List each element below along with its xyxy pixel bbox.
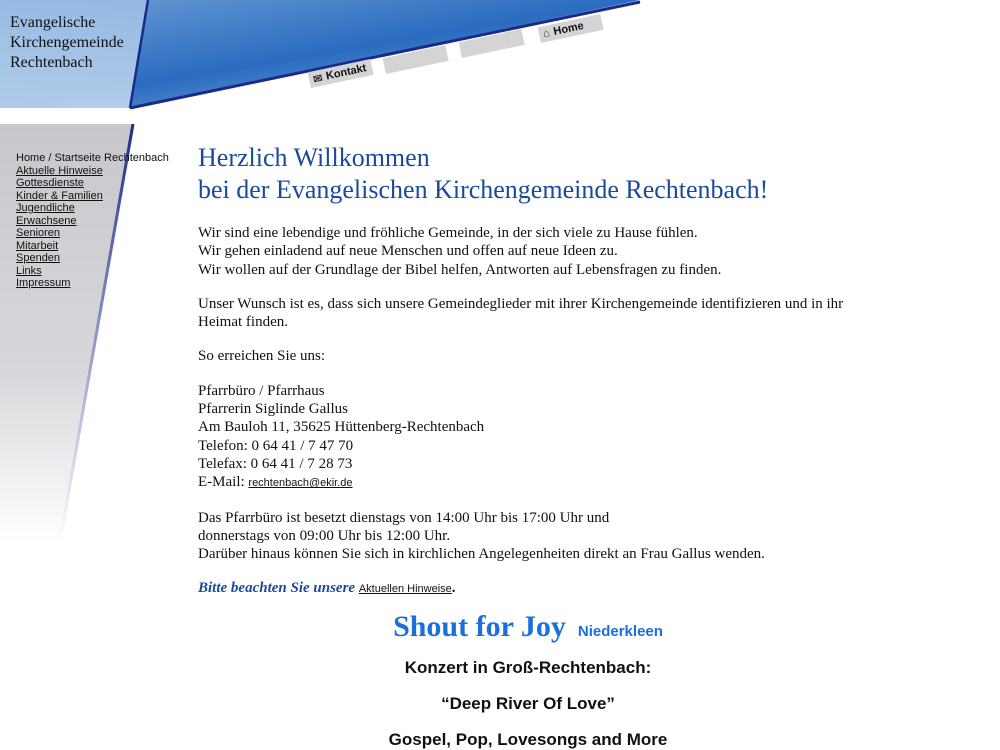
contact-pastor: Pfarrerin Siglinde Gallus	[198, 401, 348, 418]
intro-text	[198, 224, 858, 279]
email-link[interactable]: rechtenbach@ekir.de	[248, 477, 353, 490]
notice-link-aktuelle-hinweise[interactable]: Aktuellen Hinweise	[358, 583, 452, 596]
notice-end: .	[451, 580, 456, 597]
contact-office: Pfarrbüro / Pfarrhaus	[198, 382, 325, 399]
intro-line: Wir gehen einladend auf neue Menschen und offen auf neue Ideen zu.	[198, 243, 618, 260]
tab-kontakt-label: Kontakt	[324, 62, 368, 83]
hours-line: Das Pfarrbüro ist besetzt dienstags von 14:00 Uhr bis 17:00 Uhr und	[198, 509, 610, 526]
envelope-icon: ✉	[312, 72, 324, 86]
page-title-line2: bei der Evangelischen Kirchengemeinde Rechtenbach!	[198, 175, 769, 204]
sky-banner	[0, 0, 1000, 110]
house-icon: ⌂	[542, 27, 552, 41]
site-title-line: Rechtenbach	[10, 54, 93, 71]
tab-home-label: Home	[552, 19, 585, 38]
event-line2: “Deep River Of Love”	[441, 694, 615, 713]
sidebar-item-impressum[interactable]: Impressum	[16, 277, 71, 289]
contact-email-label: E-Mail:	[198, 474, 249, 491]
notice	[198, 579, 858, 598]
header-banner	[0, 0, 1000, 110]
sidebar-item-home-current[interactable]: Home / Startseite Rechtenbach	[16, 152, 169, 164]
contact-address: Am Bauloh 11, 35625 Hüttenberg-Rechtenbach	[198, 419, 485, 436]
reach-us-text: So erreichen Sie uns:	[198, 348, 326, 365]
contact-block	[198, 382, 858, 493]
site-title-line: Kirchengemeinde	[10, 34, 124, 51]
site-title	[10, 13, 135, 73]
event-line3: Gospel, Pop, Lovesongs and More	[388, 730, 668, 749]
notice-text: Bitte beachten Sie unsere	[198, 580, 359, 597]
sidebar-item-spenden[interactable]: Spenden	[16, 252, 61, 264]
event-announcement	[198, 610, 858, 750]
intro-line: Wir wollen auf der Grundlage der Bibel helfen, Antworten auf Lebensfragen zu finden.	[198, 261, 722, 278]
event-header	[198, 610, 858, 644]
main-content	[198, 142, 858, 599]
intro-line: Wir sind eine lebendige und fröhliche Gemeinde, in der sich viele zu Hause fühlen.	[198, 225, 698, 241]
sidebar-item-aktuelle-hinweise[interactable]: Aktuelle Hinweise	[16, 164, 103, 177]
office-hours	[198, 509, 858, 564]
sidebar	[0, 124, 180, 544]
event-line1: Konzert in Groß-Rechtenbach:	[404, 658, 652, 677]
page-title	[198, 142, 858, 206]
contact-fax: Telefax: 0 64 41 / 7 28 73	[198, 455, 353, 472]
page-title-line1: Herzlich Willkommen	[198, 143, 430, 172]
hours-line: donnerstags von 09:00 Uhr bis 12:00 Uhr.	[198, 527, 451, 544]
hours-line: Darüber hinaus können Sie sich in kirchlichen Angelegenheiten direkt an Frau Gallus wenden.	[198, 546, 765, 563]
wish-text: Unser Wunsch ist es, dass sich unsere Gemeindeglieder mit ihrer Kirchengemeinde identifizieren und in ihr Heimat finden.	[198, 295, 844, 331]
sidebar-item-mitarbeit[interactable]: Mitarbeit	[16, 239, 59, 252]
sidebar-item-links[interactable]: Links	[16, 264, 42, 277]
sidebar-item-kinder-familien[interactable]: Kinder & Familien	[16, 189, 103, 202]
site-title-line: Evangelische	[10, 14, 96, 31]
sidebar-item-gottesdienste[interactable]: Gottesdienste	[16, 177, 84, 189]
contact-phone: Telefon: 0 64 41 / 7 47 70	[198, 437, 354, 454]
event-title: Shout for Joy	[393, 610, 566, 643]
sidebar-item-senioren[interactable]: Senioren	[16, 227, 61, 239]
sidebar-nav	[16, 152, 169, 290]
sidebar-item-jugendliche[interactable]: Jugendliche	[16, 202, 75, 214]
sidebar-item-erwachsene[interactable]: Erwachsene	[16, 214, 77, 227]
event-location: Niederkleen	[577, 623, 663, 640]
